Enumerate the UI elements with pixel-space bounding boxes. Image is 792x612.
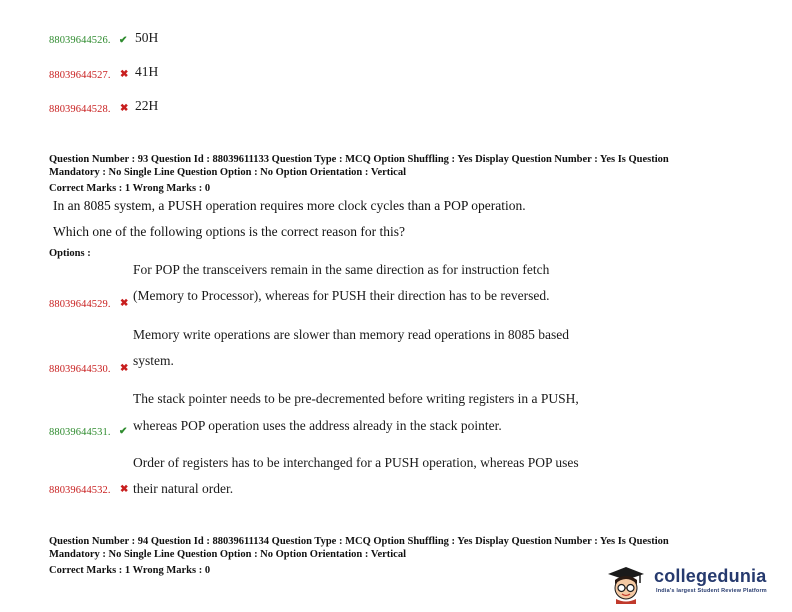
option-text: 41H xyxy=(135,64,159,79)
option-text-line: system. xyxy=(133,353,174,368)
question-text: Which one of the following options is the correct reason for this? xyxy=(53,224,406,239)
wrong-cross-icon: ✖ xyxy=(120,103,129,114)
wrong-cross-icon: ✖ xyxy=(120,69,129,80)
option-text-line: Order of registers has to be interchanged for a PUSH operation, whereas POP uses xyxy=(133,455,579,470)
option-text-line: Memory write operations are slower than memory read operations in 8085 based xyxy=(133,327,569,342)
option-id: 88039644532. xyxy=(49,485,111,496)
correct-check-icon: ✔ xyxy=(119,35,128,46)
option-text-line: (Memory to Processor), whereas for PUSH their direction has to be reversed. xyxy=(133,288,550,303)
option-id: 88039644527. xyxy=(49,70,111,81)
options-label: Options : xyxy=(49,248,91,259)
option-id: 88039644526. xyxy=(49,35,111,46)
logo-name: collegedunia xyxy=(654,566,767,586)
option-id: 88039644530. xyxy=(49,364,111,375)
question-marks: Correct Marks : 1 Wrong Marks : 0 xyxy=(49,565,211,576)
question-meta-line: Question Number : 93 Question Id : 88039611133 Question Type : MCQ Option Shuffling : Yes Display Question Number : Yes Is Question xyxy=(49,154,669,165)
option-id: 88039644531. xyxy=(49,427,111,438)
question-text: In an 8085 system, a PUSH operation requires more clock cycles than a POP operation. xyxy=(53,198,526,213)
question-meta-line: Question Number : 94 Question Id : 88039611134 Question Type : MCQ Option Shuffling : Yes Display Question Number : Yes Is Question xyxy=(49,536,669,547)
wrong-cross-icon: ✖ xyxy=(120,484,129,495)
option-text-line: whereas POP operation uses the address already in the stack pointer. xyxy=(133,418,502,433)
option-text-line: For POP the transceivers remain in the same direction as for instruction fetch xyxy=(133,262,550,277)
option-text: 50H xyxy=(135,30,159,45)
question-meta xyxy=(49,535,749,561)
wrong-cross-icon: ✖ xyxy=(120,298,129,309)
logo-tagline: India's largest Student Review Platform xyxy=(656,588,767,594)
collegedunia-logo[interactable] xyxy=(604,562,792,606)
question-meta-line: Mandatory : No Single Line Question Option : No Option Orientation : Vertical xyxy=(49,167,407,178)
option-text-line: their natural order. xyxy=(133,481,234,496)
option-id: 88039644528. xyxy=(49,104,111,115)
question-marks: Correct Marks : 1 Wrong Marks : 0 xyxy=(49,183,211,194)
wrong-cross-icon: ✖ xyxy=(120,363,129,374)
question-meta xyxy=(49,153,749,179)
question-meta-line: Mandatory : No Single Line Question Option : No Option Orientation : Vertical xyxy=(49,549,407,560)
option-id: 88039644529. xyxy=(49,299,111,310)
option-text: 22H xyxy=(135,98,159,113)
graduate-mascot-icon xyxy=(604,564,652,604)
option-text-line: The stack pointer needs to be pre-decremented before writing registers in a PUSH, xyxy=(133,391,579,406)
correct-check-icon: ✔ xyxy=(119,426,128,437)
